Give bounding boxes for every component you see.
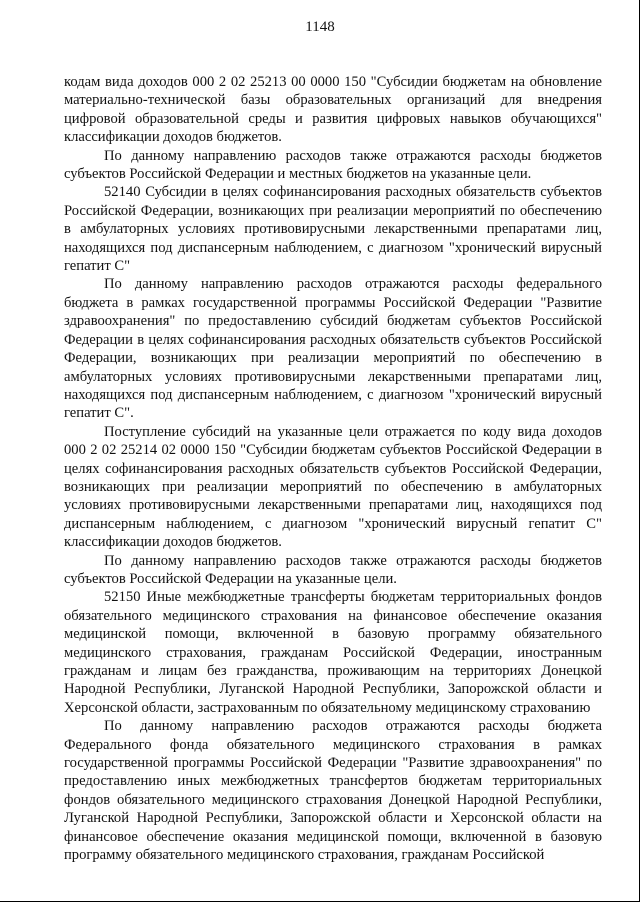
paragraph-4: По данному направлению расходов отражаются расходы федерального бюджета в рамках государственной программы Российской Федерации "Развитие здравоохранения" по предоставлению субсидий бюджетам субъектов Российской Федерации в целях софинансирования расходных обязательств субъектов Российской Федерации, возникающих при реализации мероприятий по обеспечению в амбулаторных условиях противовирусными лекарственными препаратами лиц, находящихся под диспансерным наблюдением, с диагнозом "хронический вирусный гепатит С". [64,276,602,422]
paragraph-7: 52150 Иные межбюджетные трансферты бюджетам территориальных фондов обязательного медицинского страхования на финансовое обеспечение оказания медицинской помощи, включенной в базовую программу обязательного медицинского страхования, гражданам Российской Федерации, иностранным гражданам и лицам без гражданства, проживающим на территориях Донецкой Народной Республики, Луганской Народной Республики, Запорожской области и Херсонской области, застрахованным по обязательному медицинскому страхованию [64,589,602,716]
paragraph-3: 52140 Субсидии в целях софинансирования расходных обязательств субъектов Российской Федерации, возникающих при реализации мероприятий по обеспечению в амбулаторных условиях противовирусными лекарственными препаратами лиц, находящихся под диспансерным наблюдением, с диагнозом "хронический вирусный гепатит С" [64,184,602,275]
paragraph-8: По данному направлению расходов отражаются расходы бюджета Федерального фонда обязательного медицинского страхования в рамках государственной программы Российской Федерации "Развитие здравоохранения" по предоставлению иных межбюджетных трансфертов бюджетам территориальных фондов обязательного медицинского страхования Донецкой Народной Республики, Луганской Народной Республики, Запорожской области и Херсонской области на финансовое обеспечение оказания медицинской помощи, включенной в базовую программу обязательного медицинского страхования, гражданам Российской [64,718,602,864]
paragraph-6: По данному направлению расходов также отражаются расходы бюджетов субъектов Российской Федерации на указанные цели. [64,552,602,587]
page-number: 1148 [305,19,335,35]
paragraph-5: Поступление субсидий на указанные цели отражается по коду вида доходов 000 2 02 25214 02 0000 150 "Субсидии бюджетам субъектов Российской Федерации в целях софинансирования расходных обязательств субъектов Российской Федерации, возникающих при реализации мероприятий по обеспечению в амбулаторных условиях противовирусными лекарственными препаратами лиц, находящихся под диспансерным наблюдением, с диагнозом "хронический вирусный гепатит С" классификации доходов бюджетов. [64,423,602,551]
document-body [64,73,602,864]
paragraph-2: По данному направлению расходов также отражаются расходы бюджетов субъектов Российской Федерации и местных бюджетов на указанные цели. [64,147,602,183]
paragraph-1: кодам вида доходов 000 2 02 25213 00 0000 150 "Субсидии бюджетам на обновление материально-технической базы образовательных организаций для внедрения цифровой образовательной среды и развития цифровых навыков обучающихся" классификации доходов бюджетов. [64,74,602,146]
